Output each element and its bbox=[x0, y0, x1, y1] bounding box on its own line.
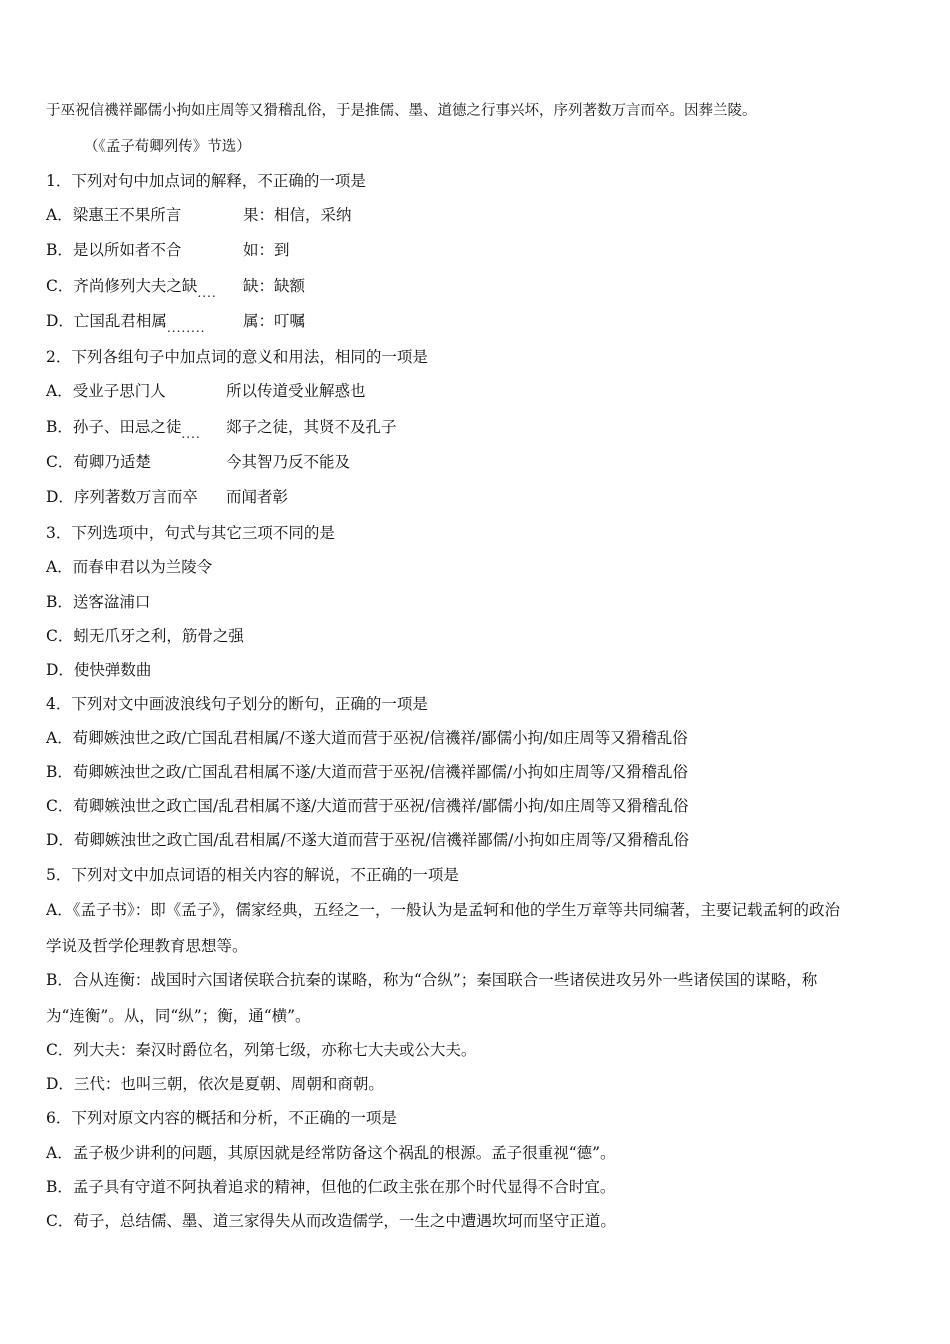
q3-option-b: B．送客湓浦口 bbox=[46, 593, 151, 611]
q2-d-label: D．序列著数万言而卒 bbox=[46, 488, 198, 506]
q2-stem: 2．下列各组句子中加点词的意义和用法，相同的一项是 bbox=[46, 348, 428, 366]
q2-option-b bbox=[46, 417, 397, 441]
q2-option-d bbox=[46, 487, 289, 507]
q1-option-b bbox=[46, 240, 290, 260]
q2-c-label: C．荀卿乃适楚 bbox=[46, 453, 151, 471]
q5-stem: 5．下列对文中加点词语的相关内容的解说，不正确的一项是 bbox=[46, 866, 459, 884]
intro-text: 于巫祝信禨祥鄙儒小拘如庄周等又猾稽乱俗，于是推儒、墨、道德之行事兴坏，序列著数万言而卒。因葬兰陵。 bbox=[46, 103, 757, 119]
q4-option-a: A．荀卿嫉浊世之政/亡国乱君相属/不遂大道而营于巫祝/信禨祥/鄙儒小拘/如庄周等又猾稽乱俗 bbox=[46, 729, 688, 747]
q2-a-label: A．受业子思门人 bbox=[46, 382, 166, 400]
q1-c-emphasis-dots: .... bbox=[197, 286, 217, 300]
q5-option-c: C．列大夫：秦汉时爵位名，列第七级，亦称七大夫或公大夫。 bbox=[46, 1041, 477, 1059]
q2-option-c bbox=[46, 452, 351, 472]
q4-option-d: D．荀卿嫉浊世之政亡国/乱君相属/不遂大道而营于巫祝/信禨祥鄙儒/小拘如庄周等/又猾稽乱俗 bbox=[46, 831, 690, 849]
q1-d-emphasis-dots: ........ bbox=[166, 321, 206, 335]
q1-d-gloss: 属：叮嘱 bbox=[243, 312, 306, 330]
q5-option-b-line2: 为“连衡”。从，同“纵”；衡，通“横”。 bbox=[46, 1007, 311, 1025]
q3-option-a: A．而春申君以为兰陵令 bbox=[46, 558, 213, 576]
q3-option-d: D．使快弹数曲 bbox=[46, 661, 152, 679]
q1-stem: 1．下列对句中加点词的解释，不正确的一项是 bbox=[46, 172, 366, 190]
q1-option-a bbox=[46, 205, 352, 225]
q1-b-label: B．是以所如者不合 bbox=[46, 241, 182, 259]
q4-option-b: B．荀卿嫉浊世之政/亡国乱君相属不遂/大道而营于巫祝/信禨祥鄙儒/小拘如庄周等/又猾稽乱俗 bbox=[46, 763, 689, 781]
q1-c-label: C．齐尚修列大夫之缺 bbox=[46, 277, 198, 295]
q1-d-label: D．亡国乱君相属 bbox=[46, 312, 167, 330]
q6-option-c: C．荀子，总结儒、墨、道三家得失从而改造儒学，一生之中遭遇坎坷而坚守正道。 bbox=[46, 1212, 616, 1230]
q5-option-b-line1: B．合从连衡：战国时六国诸侯联合抗秦的谋略，称为“合纵”；秦国联合一些诸侯进攻另外一些诸侯国的谋略，称 bbox=[46, 971, 818, 989]
q6-option-b: B．孟子具有守道不阿执着追求的精神，但他的仁政主张在那个时代显得不合时宜。 bbox=[46, 1178, 616, 1196]
source-citation: （《孟子荀卿列传》节选） bbox=[84, 139, 251, 155]
q2-option-a bbox=[46, 381, 366, 401]
q6-option-a: A．孟子极少讲利的问题，其原因就是经常防备这个祸乱的根源。孟子很重视“德”。 bbox=[46, 1144, 616, 1162]
q4-option-c: C．荀卿嫉浊世之政亡国/乱君相属不遂/大道而营于巫祝/信禨祥/鄙儒小拘/如庄周等又猾稽乱俗 bbox=[46, 797, 689, 815]
q4-stem: 4．下列对文中画波浪线句子划分的断句，正确的一项是 bbox=[46, 695, 428, 713]
q1-a-label: A．梁惠王不果所言 bbox=[46, 206, 182, 224]
q2-c-pair: 今其智乃反不能及 bbox=[226, 453, 351, 471]
q1-a-gloss: 果：相信，采纳 bbox=[243, 206, 352, 224]
q2-b-emphasis-dots: .... bbox=[181, 427, 201, 441]
q5-option-a-line1: A．《孟子书》：即《孟子》，儒家经典，五经之一，一般认为是孟轲和他的学生万章等共同编著，主要记载孟轲的政治 bbox=[46, 901, 840, 919]
q2-d-pair: 而闻者彰 bbox=[226, 488, 289, 506]
q1-option-c bbox=[46, 276, 306, 300]
q1-c-gloss: 缺：缺额 bbox=[243, 277, 306, 295]
q1-option-d bbox=[46, 311, 306, 335]
q2-b-pair: 郯子之徒，其贤不及孔子 bbox=[226, 418, 397, 436]
q2-b-label: B．孙子、田忌之徒 bbox=[46, 418, 182, 436]
q1-b-gloss: 如：到 bbox=[243, 241, 290, 259]
q3-option-c: C．蚓无爪牙之利，筋骨之强 bbox=[46, 627, 244, 645]
q5-option-d: D．三代：也叫三朝，依次是夏朝、周朝和商朝。 bbox=[46, 1075, 384, 1093]
q5-option-a-line2: 学说及哲学伦理教育思想等。 bbox=[46, 937, 248, 955]
q2-a-pair: 所以传道受业解惑也 bbox=[226, 382, 366, 400]
q6-stem: 6．下列对原文内容的概括和分析，不正确的一项是 bbox=[46, 1109, 397, 1127]
q3-stem: 3．下列选项中，句式与其它三项不同的是 bbox=[46, 524, 335, 542]
